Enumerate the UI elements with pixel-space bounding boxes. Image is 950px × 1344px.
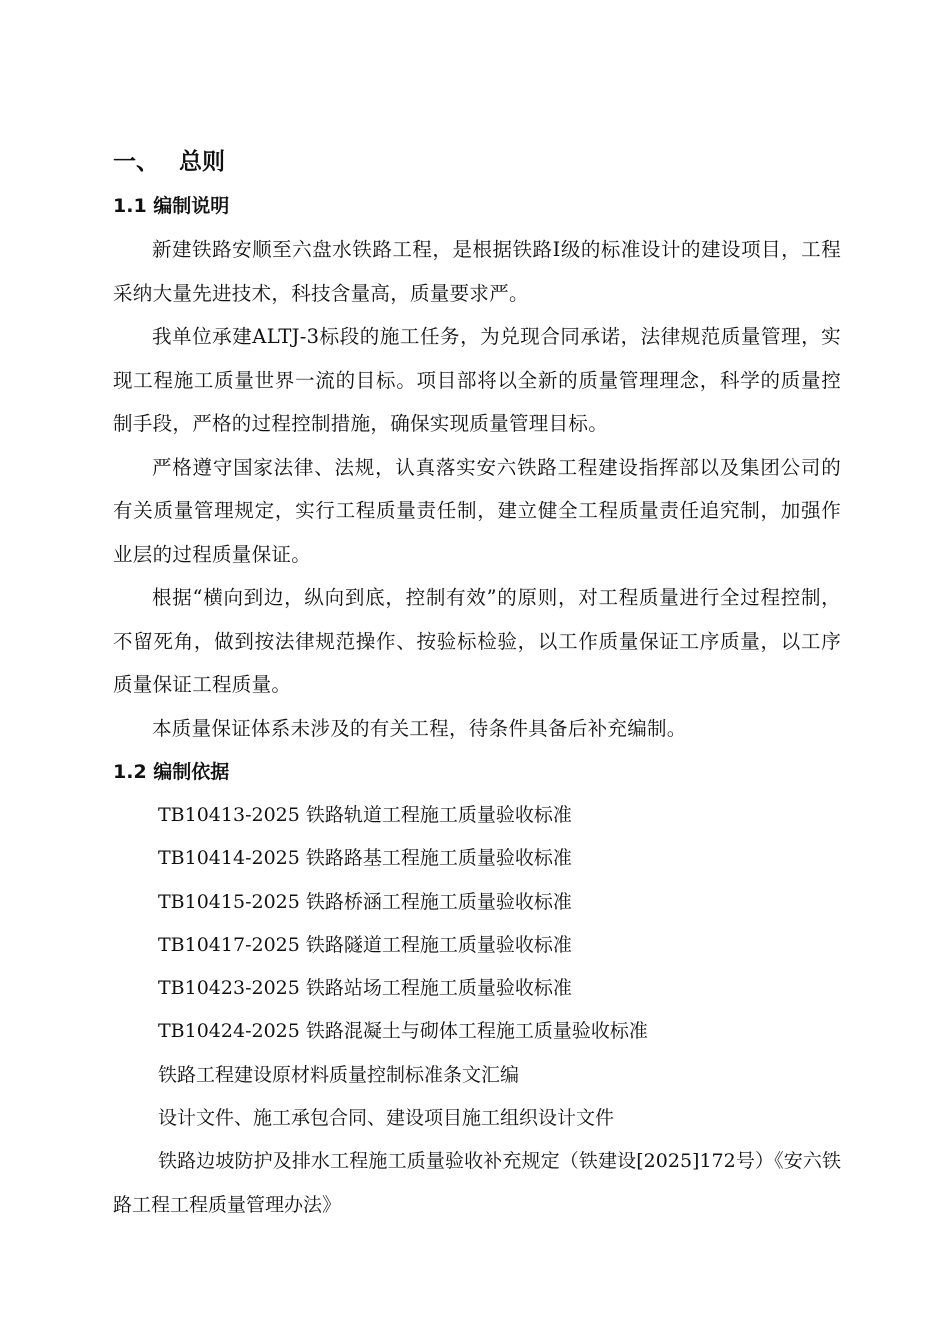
reference-item: TB10415-2025 铁路桥涵工程施工质量验收标准 — [158, 890, 572, 913]
reference-item: TB10424-2025 铁路混凝土与砌体工程施工质量验收标准 — [158, 1020, 648, 1043]
paragraph: 新建铁路安顺至六盘水铁路工程，是根据铁路Ⅰ级的标准设计的建设项目，工程采纳大量先进技术，科技含量高，质量要求严。 — [113, 238, 841, 305]
reference-item: TB10417-2025 铁路隧道工程施工质量验收标准 — [158, 933, 572, 956]
section-heading — [113, 140, 841, 184]
reference-item: TB10423-2025 铁路站场工程施工质量验收标准 — [158, 977, 572, 1000]
section-title: 总则 — [179, 149, 225, 175]
subsection-heading-1-2: 1.2 编制依据 — [113, 761, 230, 783]
reference-item: TB10414-2025 铁路路基工程施工质量验收标准 — [158, 847, 572, 870]
paragraph: 本质量保证体系未涉及的有关工程，待条件具备后补充编制。 — [152, 716, 687, 740]
paragraph: 我单位承建ALTJ-3标段的施工任务，为兑现合同承诺，法律规范质量管理，实现工程施工质量世界一流的目标。项目部将以全新的质量管理理念，科学的质量控制手段，严格的过程控制措施，确保实现质量管理目标。 — [113, 325, 841, 435]
paragraph: 根据“横向到边，纵向到底，控制有效”的原则，对工程质量进行全过程控制，不留死角，做到按法律规范操作、按验标检验，以工作质量保证工序质量，以工序质量保证工程质量。 — [113, 586, 841, 696]
reference-item-last: 铁路边坡防护及排水工程施工质量验收补充规定（铁建设[2025]172号）《安六铁路工程工程质量管理办法》 — [113, 1150, 841, 1216]
reference-item: 铁路工程建设原材料质量控制标准条文汇编 — [158, 1063, 520, 1086]
document-page — [113, 140, 841, 1227]
subsection-heading-1-1: 1.1 编制说明 — [113, 195, 230, 217]
section-number: 一、 — [113, 149, 159, 175]
reference-item: 设计文件、施工承包合同、建设项目施工组织设计文件 — [158, 1107, 615, 1130]
paragraph: 严格遵守国家法律、法规，认真落实安六铁路工程建设指挥部以及集团公司的有关质量管理规定，实行工程质量责任制，建立健全工程质量责任追究制，加强作业层的过程质量保证。 — [113, 455, 841, 566]
reference-item: TB10413-2025 铁路轨道工程施工质量验收标准 — [158, 804, 572, 826]
